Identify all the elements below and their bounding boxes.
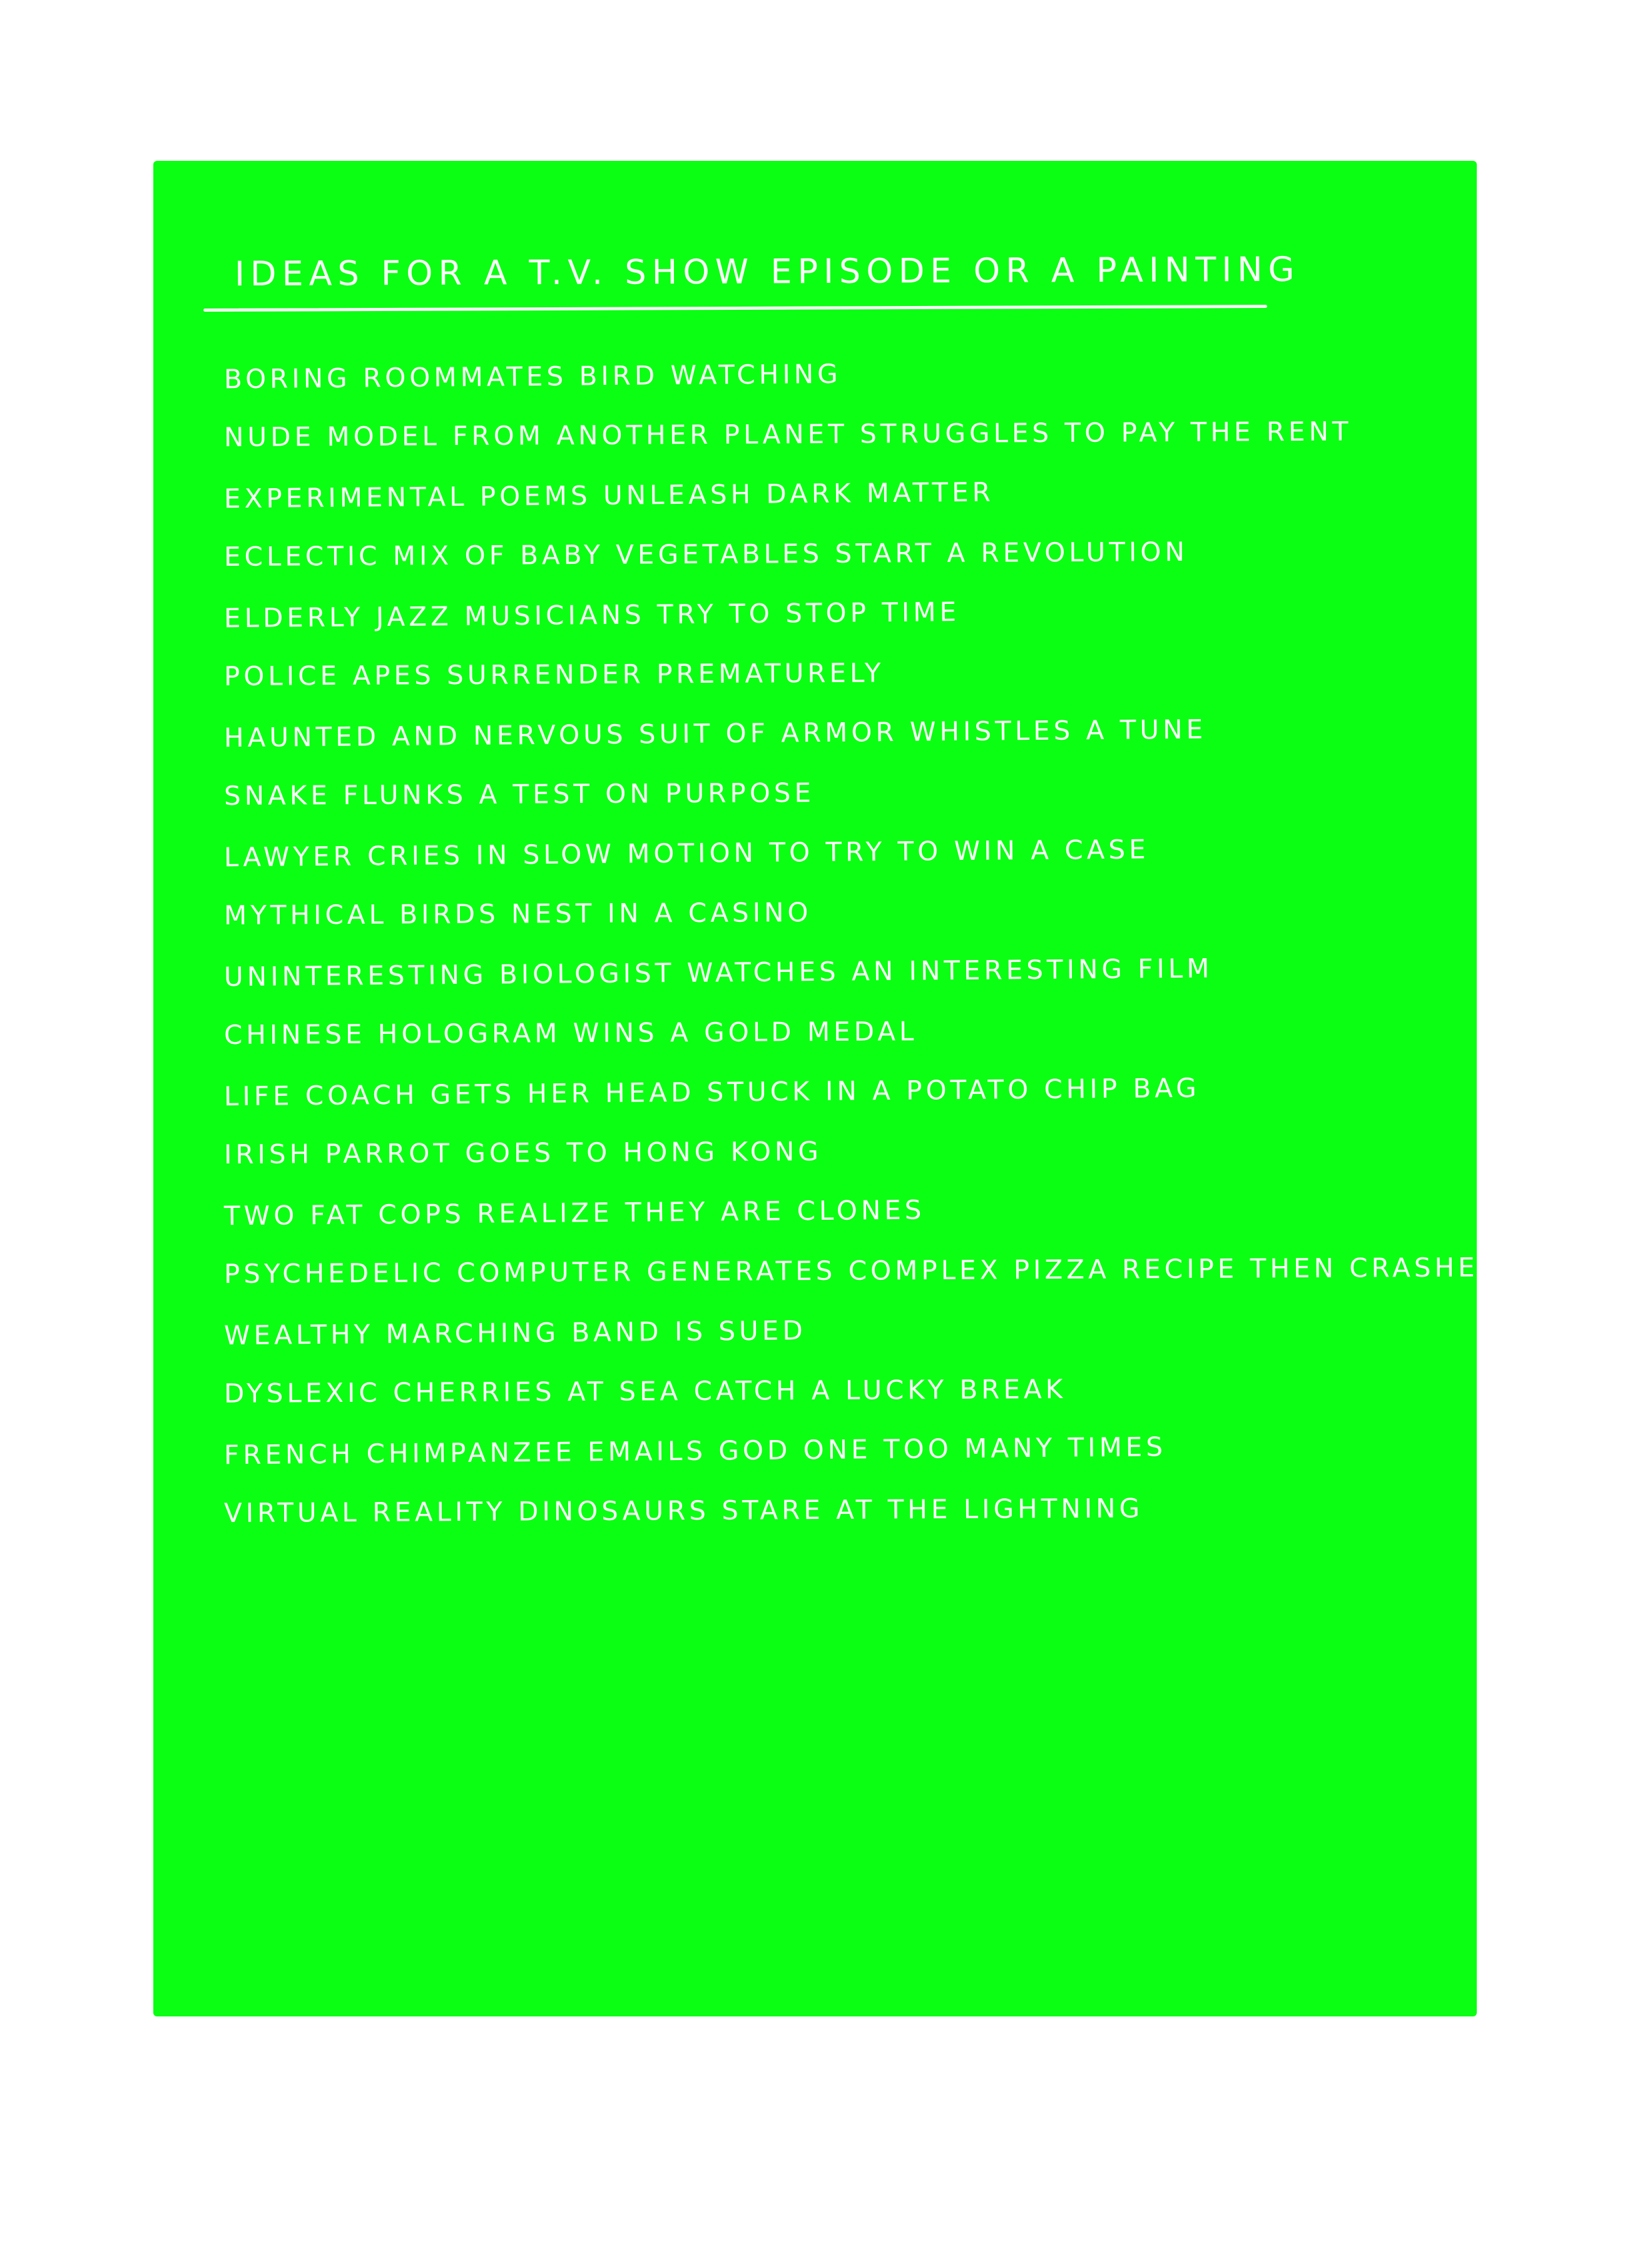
idea-item: PSYCHEDELIC COMPUTER GENERATES COMPLEX PIZZA RECIPE THEN CRASHES <box>223 1251 1499 1289</box>
idea-item: UNINTERESTING BIOLOGIST WATCHES AN INTERESTING FILM <box>223 953 1213 993</box>
idea-item: DYSLEXIC CHERRIES AT SEA CATCH A LUCKY BREAK <box>223 1373 1067 1409</box>
idea-item: ECLECTIC MIX OF BABY VEGETABLES START A REVOLUTION <box>223 536 1188 572</box>
title-underline <box>203 305 1267 312</box>
idea-item: POLICE APES SURRENDER PREMATURELY <box>223 656 885 692</box>
idea-item: HAUNTED AND NERVOUS SUIT OF ARMOR WHISTLES A TUNE <box>223 713 1207 754</box>
idea-item: VIRTUAL REALITY DINOSAURS STARE AT THE LIGHTNING <box>223 1492 1144 1528</box>
idea-item: TWO FAT COPS REALIZE THEY ARE CLONES <box>223 1194 925 1232</box>
idea-item: IRISH PARROT GOES TO HONG KONG <box>223 1135 822 1170</box>
page-title: IDEAS FOR A T.V. SHOW EPISODE OR A PAINTING <box>234 249 1300 294</box>
ideas-list <box>223 358 1499 1553</box>
idea-item: EXPERIMENTAL POEMS UNLEASH DARK MATTER <box>223 476 995 514</box>
idea-item: ELDERLY JAZZ MUSICIANS TRY TO STOP TIME <box>223 596 961 634</box>
idea-item: LIFE COACH GETS HER HEAD STUCK IN A POTATO CHIP BAG <box>223 1072 1201 1112</box>
idea-item: WEALTHY MARCHING BAND IS SUED <box>223 1315 807 1351</box>
idea-item: CHINESE HOLOGRAM WINS A GOLD MEDAL <box>223 1015 918 1050</box>
idea-item: LAWYER CRIES IN SLOW MOTION TO TRY TO WIN A CASE <box>223 834 1150 873</box>
green-paper-sheet <box>153 161 1499 2016</box>
idea-item: NUDE MODEL FROM ANOTHER PLANET STRUGGLES TO PAY THE RENT <box>223 416 1352 452</box>
idea-item: FRENCH CHIMPANZEE EMAILS GOD ONE TOO MANY TIMES <box>223 1431 1167 1471</box>
idea-item: BORING ROOMMATES BIRD WATCHING <box>223 358 842 395</box>
idea-item: SNAKE FLUNKS A TEST ON PURPOSE <box>223 777 815 811</box>
idea-item: MYTHICAL BIRDS NEST IN A CASINO <box>223 896 812 931</box>
